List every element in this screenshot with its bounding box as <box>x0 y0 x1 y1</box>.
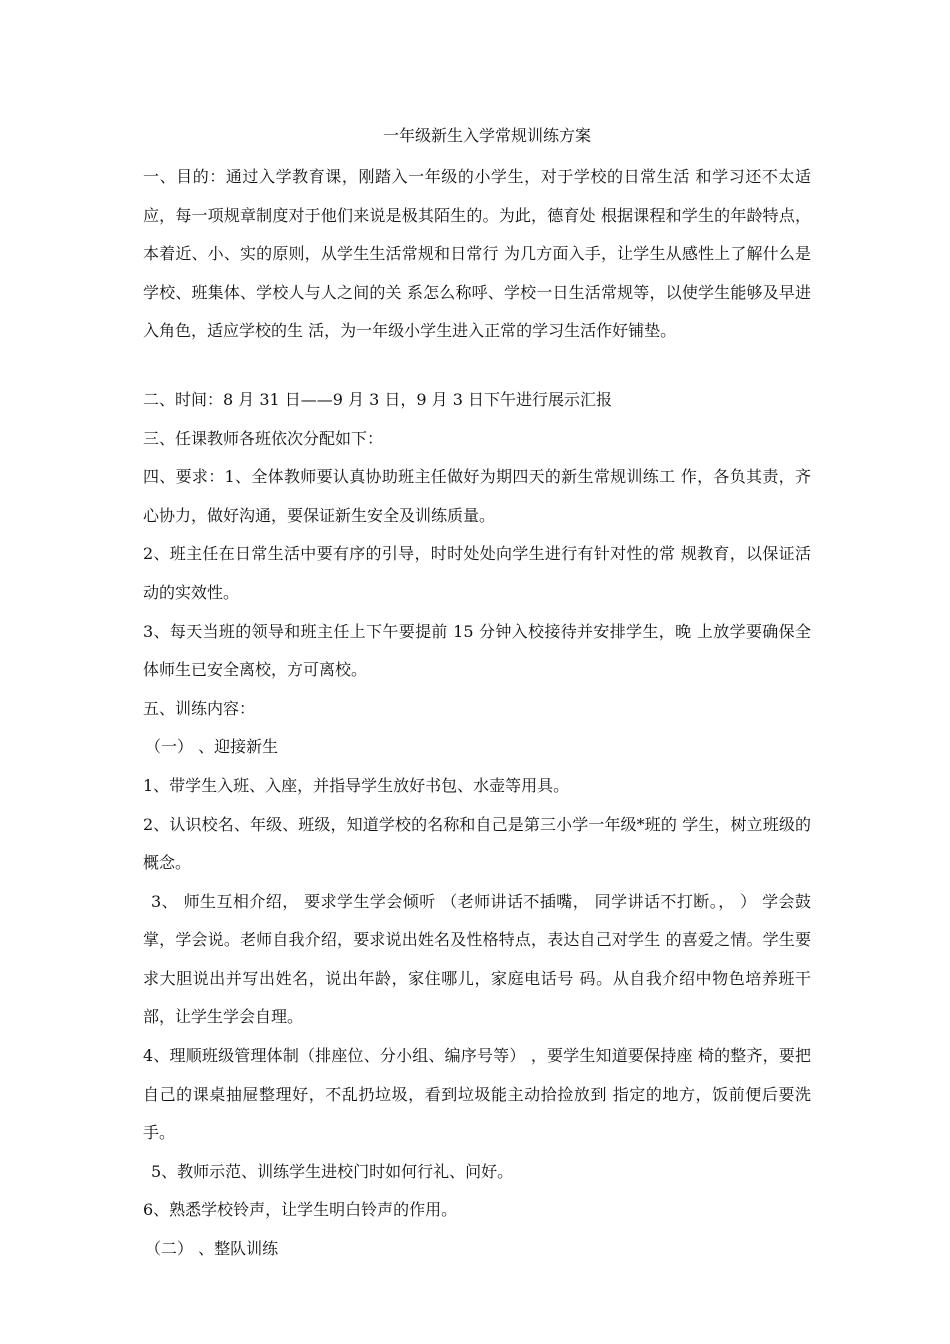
section-heading-welcome: （一） 、迎接新生 <box>145 737 279 757</box>
list-item-welcome-6: 6、熟悉学校铃声，让学生明白铃声的作用。 <box>143 1200 458 1220</box>
document-body <box>143 158 811 1269</box>
list-item-welcome-5: 5、教师示范、训练学生进校门时如何行礼、问好。 <box>151 1161 514 1181</box>
list-item-welcome-1: 1、带学生入班、入座，并指导学生放好书包、水壶等用具。 <box>143 775 570 795</box>
document-title: 一年级新生入学常规训练方案 <box>382 126 591 145</box>
paragraph-teacher-assignment: 三、任课教师各班依次分配如下： <box>143 428 384 448</box>
paragraph-purpose: 一、目的：通过入学教育课，刚踏入一年级的小学生，对于学校的日常生活 和学习还不太适应，每一项规章制度对于他们来说是极其陌生的。为此，德育处 根据课程和学生的年龄特点，本着近、小、实的原则，从学生生活常规和日常行 为几方面入手，让学生从感性上了解什么是学校、班集体、学校人与人之间的关 系怎么称呼、学校一日生活常规等，以使学生能够及早进入角色，适应学校的生 活，为一年级小学生进入正常的学习生活作好铺垫。 <box>143 167 811 341</box>
paragraph-requirement-2: 2、班主任在日常生活中要有序的引导，时时处处向学生进行有针对性的常 规教育，以保证活动的实效性。 <box>143 544 811 602</box>
list-item-welcome-2: 2、认识校名、年级、班级，知道学校的名称和自己是第三小学一年级*班的 学生，树立班级的概念。 <box>143 814 811 873</box>
paragraph-requirement-1: 四、要求：1、全体教师要认真协助班主任做好为期四天的新生常规训练工 作，各负其责，齐心协力，做好沟通，要保证新生安全及训练质量。 <box>143 467 811 525</box>
section-heading-lineup-training: （二） 、整队训练 <box>145 1239 279 1259</box>
paragraph-training-content-heading: 五、训练内容： <box>143 698 256 718</box>
paragraph-requirement-3: 3、每天当班的领导和班主任上下午要提前 15 分钟入校接待并安排学生，晚 上放学要确保全体师生已安全离校，方可离校。 <box>143 621 811 680</box>
list-item-welcome-3: 3、 师生互相介绍， 要求学生学会倾听 （老师讲话不插嘴， 同学讲话不打断。， ） 学会鼓掌，学会说。老师自我介绍，要求说出姓名及性格特点，表达自己对学生 的喜爱之情。学生要求大胆说出并写出姓名，说出年龄，家住哪儿，家庭电话号 码。从自我介绍中物色培养班干部，让学生学会自理。 <box>143 891 811 1027</box>
list-item-welcome-4: 4、理顺班级管理体制（排座位、分小组、编序号等） ，要学生知道要保持座 椅的整齐，要把自己的课桌抽屉整理好，不乱扔垃圾，看到垃圾能主动拾捡放到 指定的地方，饭前便后要洗手。 <box>143 1046 811 1143</box>
paragraph-time: 二、时间：8 月 31 日——9 月 3 日，9 月 3 日下午进行展示汇报 <box>143 389 613 409</box>
